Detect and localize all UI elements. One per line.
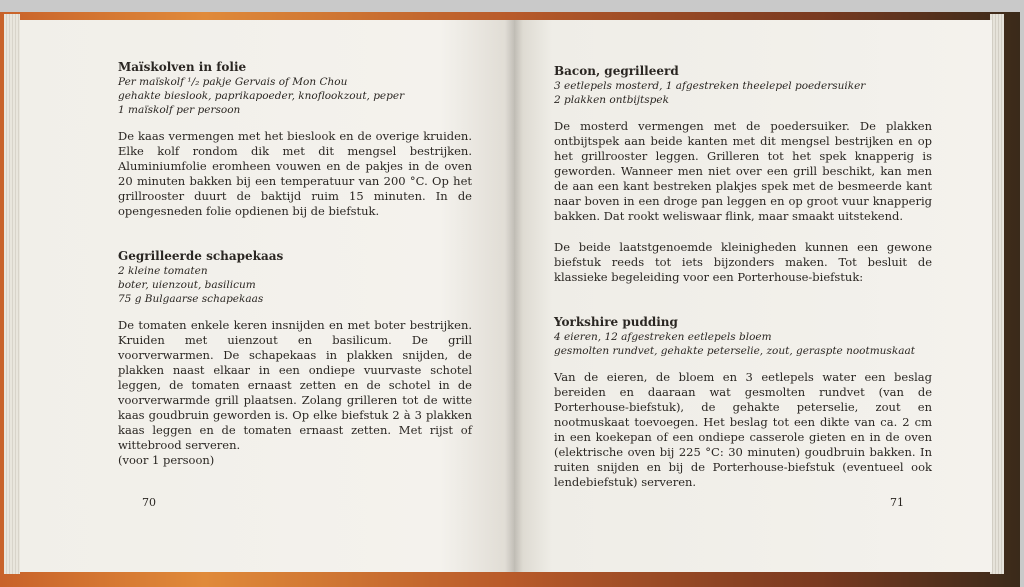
recipe-instructions: Van de eieren, de bloem en 3 eetlepels water een beslag bereiden en daaraan wat gesmolten rundvet (van de Porterhouse-biefstuk), de gehakte peterselie, zout en nootmuskaat toevoegen. Het beslag tot een dikte van ca. 2 cm in een koekepan of een ondiepe casserole gieten en in de oven (elektrische oven bij 225 °C: 30 minuten) goudbruin bakken. In ruiten snijden en bij de Porterhouse-biefstuk (eventueel ook lendebiefstuk) serveren. (554, 370, 932, 489)
left-page (20, 20, 514, 572)
book-spine-shadow (505, 20, 523, 572)
recipe-title: Gegrilleerde schapekaas (118, 249, 284, 263)
ingredient-line: boter, uienzout, basilicum (118, 279, 256, 291)
interlude-paragraph: De beide laatstgenoemde kleinigheden kunnen een gewone biefstuk reeds tot iets bijzonders maken. Tot besluit de klassieke begeleiding voor een Porterhouse-biefstuk: (554, 240, 932, 284)
ingredient-line: 2 plakken ontbijtspek (554, 94, 669, 106)
recipe-instructions: De tomaten enkele keren insnijden en met boter bestrijken. Kruiden met uienzout en basilicum. De grill voorverwarmen. De schapekaas in plakken snijden, de plakken naast elkaar in een ondiepe vuurvaste schotel leggen, de tomaten ernaast zetten en de schotel in de voorverwarmde grill plaatsen. Zolang grilleren tot de witte kaas goudbruin geworden is. Op elke biefstuk 2 à 3 plakken kaas leggen en de tomaten ernaast zetten. Met rijst of wittebrood serveren. (118, 318, 472, 452)
recipe-instructions: De mosterd vermengen met de poedersuiker. De plakken ontbijtspek aan beide kanten met dit mengsel bestrijken en op het grillrooster leggen. Grilleren tot het spek knapperig is geworden. Wanneer men niet over een grill beschikt, kan men de aan een kant bestreken plakjes spek met de besmeerde kant naar boven in een droge pan leggen en op groot vuur knapperig bakken. Dat rookt weliswaar flink, maar smaakt uitstekend. (554, 119, 932, 223)
ingredient-line: Per maïskolf ¹/₂ pakje Gervais of Mon Chou (118, 76, 348, 88)
page-number: 71 (890, 496, 904, 509)
right-page-content (554, 64, 932, 490)
ingredient-line: 2 kleine tomaten (118, 265, 208, 277)
recipe-title: Bacon, gegrilleerd (554, 64, 679, 78)
recipe-title: Yorkshire pudding (554, 315, 678, 329)
right-page (514, 20, 992, 572)
page-number: 70 (142, 496, 156, 509)
recipe-note: (voor 1 persoon) (118, 453, 215, 467)
recipe-instructions: De kaas vermengen met het bieslook en de overige kruiden. Elke kolf rondom dik met dit mengsel bestrijken. Aluminiumfolie eromheen vouwen en de pakjes in de oven 20 minuten bakken bij een temperatuur van 200 °C. Op het grillrooster duurt de baktijd ruim 15 minuten. In de opengesneden folie opdienen bij de biefstuk. (118, 129, 472, 218)
ingredient-line: 1 maïskolf per persoon (118, 104, 241, 116)
left-page-content (118, 60, 472, 468)
ingredient-line: 75 g Bulgaarse schapekaas (118, 293, 264, 305)
ingredient-line: 3 eetlepels mosterd, 1 afgestreken theelepel poedersuiker (554, 80, 866, 92)
page-edges-left (4, 14, 20, 574)
ingredient-line: gehakte bieslook, paprikapoeder, knoflookzout, peper (118, 90, 405, 102)
ingredient-line: 4 eieren, 12 afgestreken eetlepels bloem (554, 331, 772, 343)
page-edges-right (990, 14, 1004, 574)
ingredient-line: gesmolten rundvet, gehakte peterselie, zout, geraspte nootmuskaat (554, 345, 915, 357)
recipe-title: Maïskolven in folie (118, 60, 247, 74)
